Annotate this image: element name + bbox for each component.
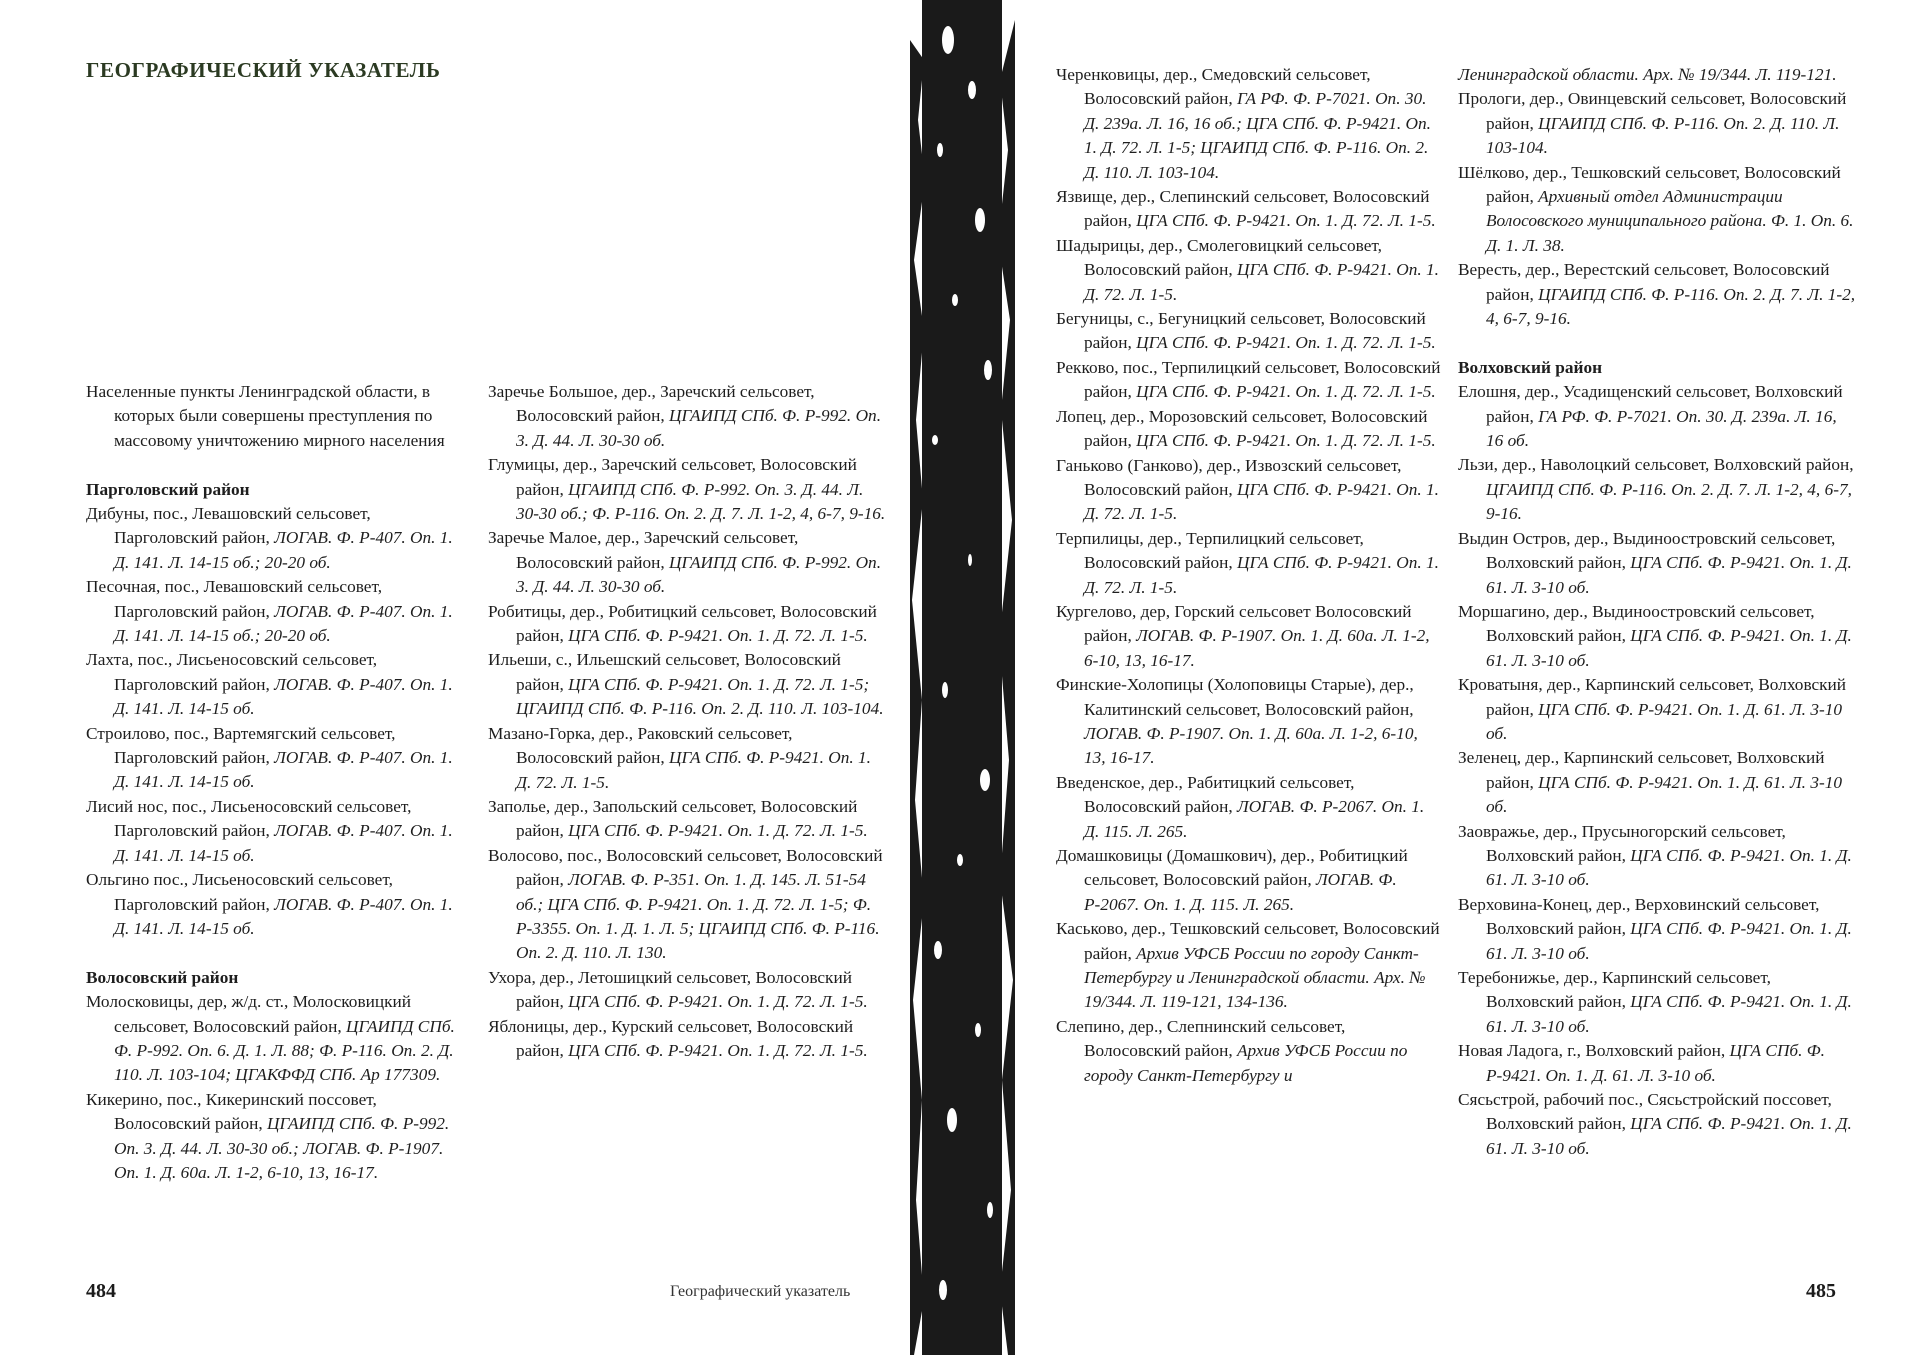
archive-source: ЦГА СПб. Ф. Р-9421. Оп. 1. Д. 72. Л. 1-5. <box>568 821 868 841</box>
index-entry <box>488 453 888 526</box>
index-entry <box>488 1015 888 1064</box>
archive-source: ЦГАИПД СПб. Ф. Р-992. Оп. 3. Д. 44. Л. 30-30 об. <box>516 406 882 450</box>
archive-source: Архив УФСБ России по городу Санкт-Петербургу и <box>1084 1041 1408 1085</box>
place-name: Ильеши, с., Ильешский сельсовет, Волосовский район, <box>488 650 841 694</box>
index-entry <box>488 526 888 599</box>
place-name: Заречье Малое, дер., Заречский сельсовет, Волосовский район, <box>488 528 799 572</box>
index-entry <box>1056 185 1441 234</box>
place-name: Дибуны, пос., Левашовский сельсовет, Парголовский район, <box>86 504 371 548</box>
place-name: Мазано-Горка, дер., Раковский сельсовет, Волосовский район, <box>488 723 793 768</box>
archive-source: ЦГАИПД СПб. Ф. Р-116. Оп. 2. Д. 110. Л. 103-104. <box>1486 113 1840 158</box>
place-name: Моршагино, дер., Выдиноостровский сельсовет, Волховский район, <box>1458 601 1815 646</box>
place-name: Заречье Большое, дер., Заречский сельсовет, Волосовский район, <box>488 382 815 426</box>
archive-source: ЛОГАВ. Ф. Р-1907. Оп. 1. Д. 60а. Л. 1-2, 6-10, 13, 16-17. <box>1084 626 1430 670</box>
archive-source: ЦГА СПб. Ф. Р-9421. Оп. 1. Д. 72. Л. 1-5. <box>1084 479 1439 524</box>
district-heading: Парголовский район <box>86 479 250 499</box>
index-column-4 <box>1458 63 1858 1161</box>
index-entry <box>1458 527 1858 600</box>
district-heading: Волховский район <box>1458 357 1603 377</box>
archive-source: ЦГА СПб. Ф. Р-9421. Оп. 1. Д. 72. Л. 1-5. <box>1136 333 1436 353</box>
place-name: Заовражье, дер., Прусыногорский сельсовет, Волховский район, <box>1458 821 1786 865</box>
archive-source: ГА РФ. Ф. Р-7021. Оп. 30. Д. 239а. Л. 16, 16 об. <box>1486 406 1837 451</box>
index-entry <box>488 648 888 721</box>
place-name: Новая Ладога, г., Волховский район, <box>1458 1041 1730 1061</box>
page-number-right: 485 <box>1806 1280 1836 1302</box>
place-name: Льзи, дер., Наволоцкий сельсовет, Волховский район, <box>1458 455 1854 475</box>
place-name: Лахта, пос., Лисьеносовский сельсовет, Парголовский район, <box>86 650 378 694</box>
place-name: Лисий нос, пос., Лисьеносовский сельсовет, Парголовский район, <box>86 796 412 841</box>
archive-source: ЦГА СПб. Ф. Р-9421. Оп. 1. Д. 61. Л. 3-10 об. <box>1486 919 1852 963</box>
index-intro: Населенные пункты Ленинградской области, в которых были совершены преступления по массовому уничтожению мирного населения <box>86 382 445 450</box>
archive-source: ЛОГАВ. Ф. Р-407. Оп. 1. Д. 141. Л. 14-15 об.; 20-20 об. <box>114 601 453 646</box>
place-name: Ганьково (Ганково), дер., Извозский сельсовет, Волосовский район, <box>1056 455 1402 499</box>
index-entry <box>1458 820 1858 893</box>
place-name: Глумицы, дер., Заречский сельсовет, Волосовский район, <box>488 455 857 499</box>
archive-source: ЛОГАВ. Ф. Р-2067. Оп. 1. Д. 115. Л. 265. <box>1084 797 1425 841</box>
district-heading: Волосовский район <box>86 967 239 987</box>
archive-source: Архив УФСБ России по городу Санкт-Петербургу и Ленинградской области. Арх. № 19/344. Л. 119-121, 134-136. <box>1084 943 1426 1012</box>
archive-source: ЦГА СПб. Ф. Р-9421. Оп. 1. Д. 72. Л. 1-5. <box>1084 260 1439 304</box>
index-entry <box>1056 307 1441 356</box>
place-name: Кроватыня, дер., Карпинский сельсовет, Волховский район, <box>1458 675 1847 719</box>
archive-source: ЦГАИПД СПб. Ф. Р-992. Оп. 3. Д. 44. Л. 30-30 об. <box>516 552 882 597</box>
place-name: Шадырицы, дер., Смолеговицкий сельсовет, Волосовский район, <box>1056 235 1382 280</box>
running-title: Географический указатель <box>670 1283 851 1300</box>
place-name: Бегуницы, с., Бегуницкий сельсовет, Волосовский район, <box>1056 309 1426 353</box>
archive-source: ЦГАИПД СПб. Ф. Р-116. Оп. 2. Д. 7. Л. 1-2, 4, 6-7, 9-16. <box>1486 284 1856 329</box>
place-name: Строилово, пос., Вартемягский сельсовет, Парголовский район, <box>86 723 396 768</box>
archive-source: ЦГА СПб. Ф. Р-9421. Оп. 1. Д. 72. Л. 1-5; ЦГАИПД СПб. Ф. Р-116. Оп. 2. Д. 110. Л. 103-104. <box>516 674 884 719</box>
index-entry <box>1056 405 1441 454</box>
index-entry <box>1458 966 1858 1039</box>
archive-source: ЦГА СПб. Ф. Р-9421. Оп. 1. Д. 61. Л. 3-10 об. <box>1486 699 1842 743</box>
index-entry <box>86 868 471 941</box>
index-entry <box>86 648 471 721</box>
place-name: Робитицы, дер., Робитицкий сельсовет, Волосовский район, <box>488 601 877 646</box>
index-entry <box>86 990 471 1088</box>
place-name: Зеленец, дер., Карпинский сельсовет, Волховский район, <box>1458 748 1825 792</box>
archive-source: ЦГАИПД СПб. Ф. Р-992. Оп. 3. Д. 44. Л. 30-30 об.; Ф. Р-116. Оп. 2. Д. 7. Л. 1-2, 4, 6-7, 9-16. <box>516 479 886 524</box>
place-name: Введенское, дер., Рабитицкий сельсовет, Волосовский район, <box>1056 772 1355 817</box>
archive-source: ЦГАИПД СПб. Ф. Р-992. Оп. 6. Д. 1. Л. 88; Ф. Р-116. Оп. 2. Д. 110. Л. 103-104; ЦГАКФФД СПб. Ар 177309. <box>114 1016 455 1085</box>
index-entry <box>1056 234 1441 307</box>
archive-source: ЦГА СПб. Ф. Р-9421. Оп. 1. Д. 61. Л. 3-10 об. <box>1486 772 1842 817</box>
place-name: Домашковицы (Домашкович), дер., Робитицкий сельсовет, Волосовский район, <box>1056 846 1408 890</box>
index-entry <box>86 722 471 795</box>
place-name: Песочная, пос., Левашовский сельсовет, Парголовский район, <box>86 577 383 621</box>
archive-source: ЛОГАВ. Ф. Р-407. Оп. 1. Д. 141. Л. 14-15 об. <box>114 748 453 792</box>
page-title: ГЕОГРАФИЧЕСКИЙ УКАЗАТЕЛЬ <box>86 58 441 82</box>
index-entry <box>1458 673 1858 746</box>
spine-grunge-band <box>910 0 1015 1355</box>
index-entry <box>1056 600 1441 673</box>
place-name: Кургелово, дер, Горский сельсовет Волосовский район, <box>1056 601 1412 646</box>
index-entry <box>1458 380 1858 453</box>
archive-source: ЛОГАВ. Ф. Р-2067. Оп. 1. Д. 115. Л. 265. <box>1084 870 1397 914</box>
index-entry <box>1056 771 1441 844</box>
index-entry <box>86 575 471 648</box>
index-entry <box>1056 917 1441 1015</box>
archive-source: ЦГА СПб. Ф. Р-9421. Оп. 1. Д. 61. Л. 3-10 об. <box>1486 1114 1852 1158</box>
index-column-2 <box>488 380 888 1063</box>
place-name: Елошня, дер., Усадищенский сельсовет, Волховский район, <box>1458 382 1843 426</box>
place-name: Молосковицы, дер, ж/д. ст., Молосковицкий сельсовет, Волосовский район, <box>86 992 412 1036</box>
index-entry <box>1056 63 1441 185</box>
archive-source: ЦГА СПб. Ф. Р-9421. Оп. 1. Д. 61. Л. 3-10 об. <box>1486 845 1852 890</box>
index-entry <box>86 1088 471 1186</box>
place-name: Черенковицы, дер., Смедовский сельсовет, Волосовский район, <box>1056 65 1371 109</box>
index-entry <box>1056 454 1441 527</box>
index-entry <box>1458 161 1858 259</box>
index-entry <box>1458 453 1858 526</box>
archive-source: ЦГА СПб. Ф. Р-9421. Оп. 1. Д. 72. Л. 1-5. <box>1084 553 1439 597</box>
place-name: Яблоницы, дер., Курский сельсовет, Волосовский район, <box>488 1016 854 1060</box>
place-name: Язвище, дер., Слепинский сельсовет, Волосовский район, <box>1056 187 1430 231</box>
place-name: Вересть, дер., Верестский сельсовет, Волосовский район, <box>1458 260 1830 304</box>
index-entry-continued <box>1458 63 1858 87</box>
place-name: Каськово, дер., Тешковский сельсовет, Волосовский район, <box>1056 919 1440 963</box>
place-name: Выдин Остров, дер., Выдиноостровский сельсовет, Волховский район, <box>1458 528 1836 573</box>
archive-source: Архивный отдел Администрации Волосовского муниципального района. Ф. 1. Оп. 6. Д. 1. Л. 38. <box>1486 187 1854 255</box>
place-name: Волосово, пос., Волосовский сельсовет, Волосовский район, <box>488 845 883 890</box>
archive-source: ЛОГАВ. Ф. Р-1907. Оп. 1. Д. 60а. Л. 1-2, 6-10, 13, 16-17. <box>1084 723 1418 768</box>
page-number-left: 484 <box>86 1280 116 1302</box>
index-entry <box>1056 1015 1441 1088</box>
index-entry <box>1458 87 1858 160</box>
index-entry <box>1458 746 1858 819</box>
place-name: Ухора, дер., Летошицкий сельсовет, Волосовский район, <box>488 967 852 1012</box>
index-entry <box>1056 356 1441 405</box>
index-entry <box>1458 893 1858 966</box>
archive-source: Ленинградской области. Арх. № 19/344. Л. 119-121. <box>1458 65 1837 84</box>
archive-source: ЦГА СПб. Ф. Р-9421. Оп. 1. Д. 72. Л. 1-5. <box>1136 211 1436 231</box>
place-name: Теребонижье, дер., Карпинский сельсовет, Волховский район, <box>1458 968 1771 1012</box>
archive-source: ЛОГАВ. Ф. Р-407. Оп. 1. Д. 141. Л. 14-15 об. <box>114 894 453 938</box>
index-entry <box>1458 258 1858 331</box>
archive-source: ЦГА СПб. Ф. Р-9421. Оп. 1. Д. 61. Л. 3-10 об. <box>1486 1041 1825 1085</box>
index-entry <box>488 966 888 1015</box>
archive-source: ЦГАИПД СПб. Ф. Р-116. Оп. 2. Д. 7. Л. 1-2, 4, 6-7, 9-16. <box>1486 479 1852 524</box>
index-column-1 <box>86 380 471 1185</box>
place-name: Прологи, дер., Овинцевский сельсовет, Волосовский район, <box>1458 89 1847 133</box>
place-name: Кикерино, пос., Кикеринский поссовет, Волосовский район, <box>86 1089 377 1134</box>
index-column-3 <box>1056 63 1441 1088</box>
index-entry <box>488 722 888 795</box>
index-entry <box>1458 1088 1858 1161</box>
index-entry <box>1056 844 1441 917</box>
index-entry <box>1056 673 1441 771</box>
archive-source: ЦГА СПб. Ф. Р-9421. Оп. 1. Д. 72. Л. 1-5. <box>568 626 868 646</box>
archive-source: ЦГА СПб. Ф. Р-9421. Оп. 1. Д. 72. Л. 1-5. <box>516 748 871 792</box>
archive-source: ЛОГАВ. Ф. Р-407. Оп. 1. Д. 141. Л. 14-15 об.; 20-20 об. <box>114 528 453 572</box>
archive-source: ЦГА СПб. Ф. Р-9421. Оп. 1. Д. 61. Л. 3-10 об. <box>1486 992 1852 1036</box>
archive-source: ЦГА СПб. Ф. Р-9421. Оп. 1. Д. 72. Л. 1-5. <box>1136 431 1436 451</box>
index-entry <box>488 795 888 844</box>
index-entry <box>488 380 888 453</box>
archive-source: ЦГАИПД СПб. Ф. Р-992. Оп. 3. Д. 44. Л. 30-30 об.; ЛОГАВ. Ф. Р-1907. Оп. 1. Д. 60а. Л. 1-2, 6-10, 13, 16-17. <box>114 1114 450 1182</box>
place-name: Ольгино пос., Лисьеносовский сельсовет, Парголовский район, <box>86 870 393 914</box>
archive-source: ЦГА СПб. Ф. Р-9421. Оп. 1. Д. 72. Л. 1-5. <box>568 992 868 1012</box>
archive-source: ЦГА СПб. Ф. Р-9421. Оп. 1. Д. 72. Л. 1-5. <box>1136 382 1436 402</box>
index-entry <box>86 502 471 575</box>
archive-source: ГА РФ. Ф. Р-7021. Оп. 30. Д. 239а. Л. 16, 16 об.; ЦГА СПб. Ф. Р-9421. Оп. 1. Д. 72. Л. 1-5; ЦГАИПД СПб. Ф. Р-116. Оп. 2. Д. 110. Л. 103-104. <box>1084 89 1431 182</box>
archive-source: ЛОГАВ. Ф. Р-407. Оп. 1. Д. 141. Л. 14-15 об. <box>114 821 453 865</box>
index-entry <box>488 600 888 649</box>
archive-source: ЦГА СПб. Ф. Р-9421. Оп. 1. Д. 61. Л. 3-10 об. <box>1486 553 1852 597</box>
place-name: Слепино, дер., Слепнинский сельсовет, Волосовский район, <box>1056 1016 1346 1061</box>
index-entry <box>488 844 888 966</box>
archive-source: ЦГА СПб. Ф. Р-9421. Оп. 1. Д. 61. Л. 3-10 об. <box>1486 626 1852 670</box>
place-name: Рекково, пос., Терпилицкий сельсовет, Волосовский район, <box>1056 357 1441 402</box>
index-entry <box>86 795 471 868</box>
place-name: Терпилицы, дер., Терпилицкий сельсовет, Волосовский район, <box>1056 528 1364 573</box>
index-entry <box>1056 527 1441 600</box>
archive-source: ЛОГАВ. Ф. Р-407. Оп. 1. Д. 141. Л. 14-15 об. <box>114 674 453 719</box>
place-name: Финские-Холопицы (Холоповицы Старые), дер., Калитинский сельсовет, Волосовский район, <box>1056 675 1414 719</box>
archive-source: ЦГА СПб. Ф. Р-9421. Оп. 1. Д. 72. Л. 1-5. <box>568 1040 868 1060</box>
archive-source: ЛОГАВ. Ф. Р-351. Оп. 1. Д. 145. Л. 51-54 об.; ЦГА СПб. Ф. Р-9421. Оп. 1. Д. 72. Л. 1-5; Ф. Р-3355. Оп. 1. Д. 1. Л. 5; ЦГАИПД СПб. Ф. Р-116. Оп. 2. Д. 110. Л. 130. <box>516 870 880 963</box>
place-name: Заполье, дер., Запольский сельсовет, Волосовский район, <box>488 796 858 841</box>
place-name: Лопец, дер., Морозовский сельсовет, Волосовский район, <box>1056 406 1428 451</box>
place-name: Шёлково, дер., Тешковский сельсовет, Волосовский район, <box>1458 162 1841 207</box>
index-entry <box>1458 1039 1858 1088</box>
place-name: Верховина-Конец, дер., Верховинский сельсовет, Волховский район, <box>1458 894 1820 939</box>
index-entry <box>1458 600 1858 673</box>
place-name: Сясьстрой, рабочий пос., Сясьстройский поссовет, Волховский район, <box>1458 1090 1832 1134</box>
